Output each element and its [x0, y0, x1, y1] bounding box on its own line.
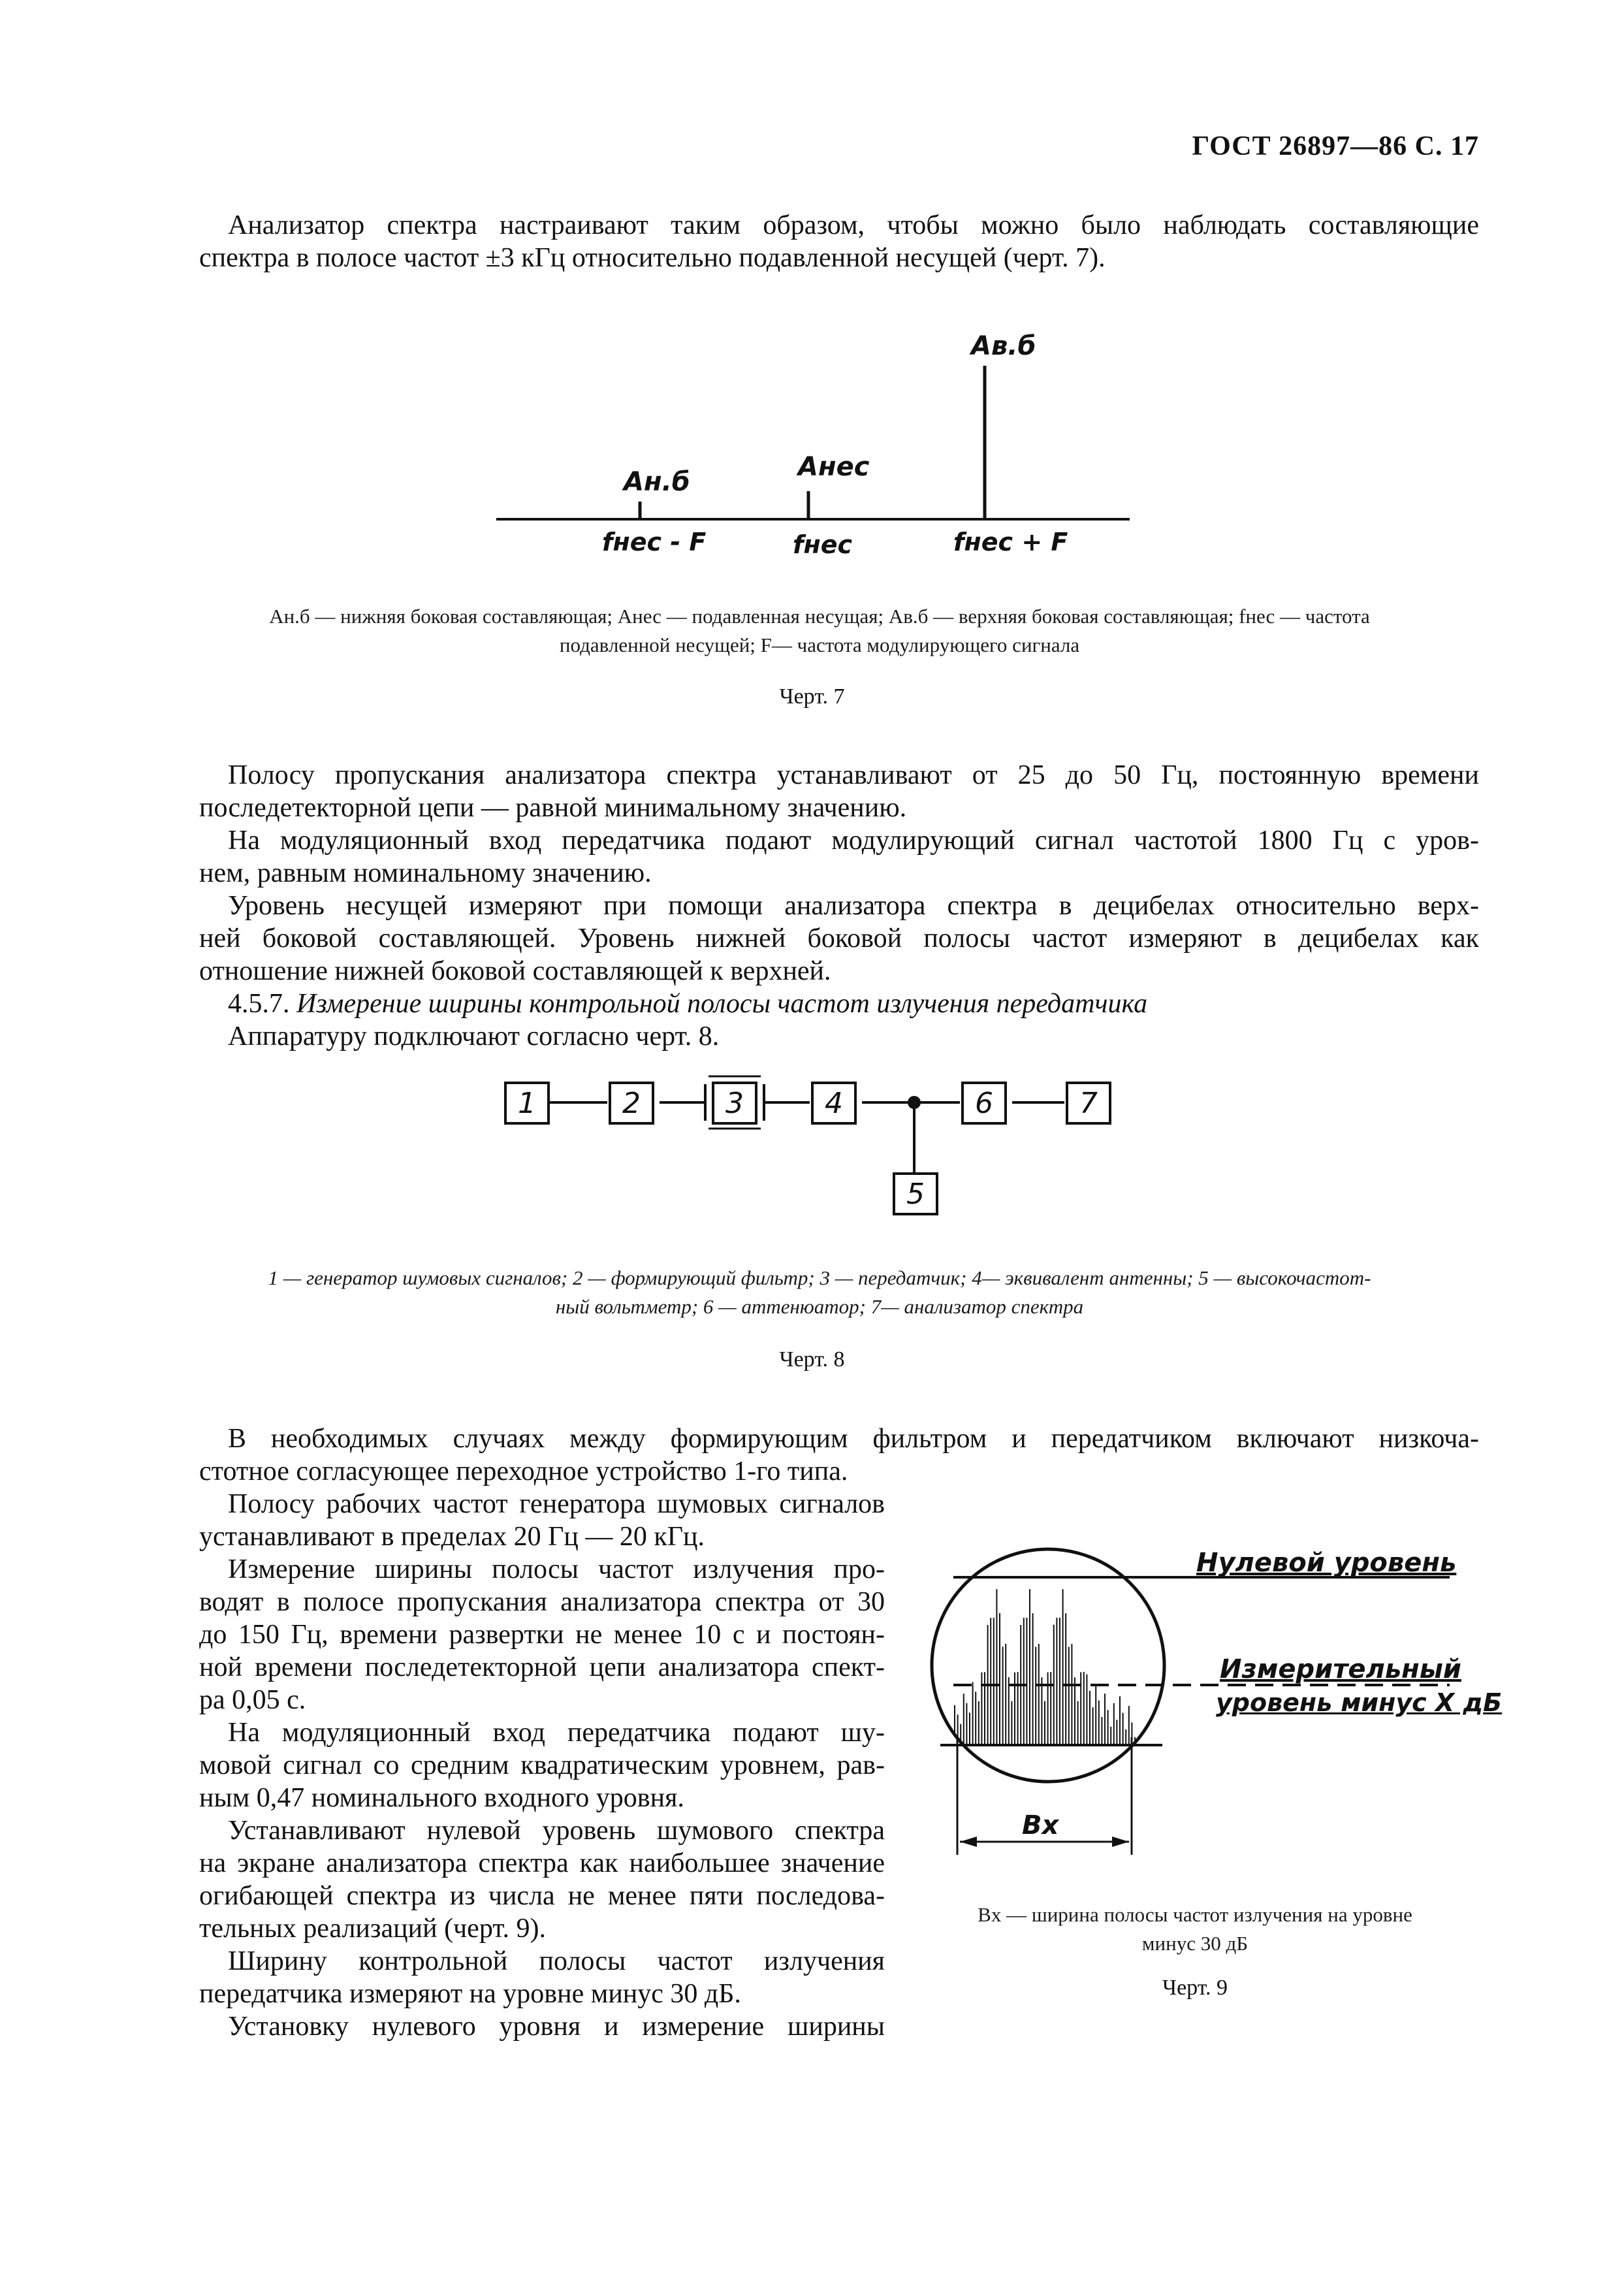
fig7-caption-line-2: подавленной несущей; F— частота модулирующего сигнала [559, 634, 1080, 656]
left-line-3: Измерение ширины полосы частот излучения про- [228, 1554, 885, 1584]
intro-line-2: спектра в полосе частот ±3 кГц относительно подавленной несущей (черт. 7). [199, 243, 1106, 273]
fig9-caption-line-2: минус 30 дБ [1141, 1932, 1249, 1955]
bx-label: Bx [1022, 1810, 1059, 1840]
left-line-6: ной времени последетекторной цепи анализатора спект- [199, 1652, 885, 1682]
label-f-plus: fнес + F [953, 528, 1068, 556]
left-line-13: огибающей спектра из числа не менее пяти последова- [199, 1881, 885, 1911]
intro-paragraph [199, 209, 1479, 274]
body-paragraphs-2 [199, 1422, 1479, 1488]
left-line-15: Ширину контрольной полосы частот излучения [228, 1946, 885, 1976]
fig8-caption-line-1: 1 — генератор шумовых сигналов; 2 — формирующий фильтр; 3 — передатчик; 4— эквивалент антенны; 5 — высокочастот- [268, 1266, 1371, 1289]
block-3-transmitter: 3 [712, 1082, 757, 1125]
noise-spectrum-bars [955, 1589, 1162, 1745]
measuring-level-label-1: Измерительный [1220, 1654, 1461, 1684]
body1-line-7: отношение нижней боковой составляющей к верхней. [199, 956, 831, 986]
block-6-attenuator: 6 [961, 1082, 1007, 1125]
fig9-title: Черт. 9 [1162, 1976, 1228, 2000]
block-7-spectrum-analyzer: 7 [1066, 1082, 1111, 1125]
label-a-upper: Aв.б [971, 331, 1036, 361]
left-line-4: водят в полосе пропускания анализатора спектра от 30 [199, 1587, 885, 1617]
body1-line-2: последетекторной цепи — равной минимальному значению. [199, 793, 907, 823]
left-line-11: Устанавливают нулевой уровень шумового спектра [228, 1816, 885, 1846]
fig7-title: Черт. 7 [779, 684, 845, 709]
block-1-noise-generator: 1 [504, 1082, 550, 1125]
body1-line-1: Полосу пропускания анализатора спектра устанавливают от 25 до 50 Гц, постоянную времени [228, 760, 1479, 790]
analyzer-screen-circle [932, 1549, 1164, 1782]
left-line-16: передатчика измеряют на уровне минус 30 дБ. [199, 1979, 741, 2009]
body1-line-6: ней боковой составляющей. Уровень нижней боковой полосы частот измеряют в децибелах как [199, 923, 1479, 954]
body-paragraphs-1 [199, 759, 1479, 1053]
left-line-7: ра 0,05 с. [199, 1685, 306, 1715]
section-number: 4.5.7. [228, 989, 290, 1019]
block-2-shaping-filter: 2 [609, 1082, 654, 1125]
left-line-9: мовой сигнал со средним квадратическим уровнем, рав- [199, 1750, 885, 1780]
measuring-level-label-2: уровень минус X дБ [1216, 1688, 1503, 1717]
zero-level-label: Нулевой уровень [1196, 1548, 1457, 1578]
left-line-12: на экране анализатора спектра как наибольшее значение [199, 1848, 885, 1878]
fig8-caption [157, 1264, 1482, 1321]
fig9-caption-line-1: Bx — ширина полосы частот излучения на уровне [978, 1903, 1412, 1926]
body1-line-4: нем, равным номинальному значению. [199, 858, 652, 888]
intro-line-1: Анализатор спектра настраивают таким образом, чтобы можно было наблюдать составляющие [228, 210, 1479, 240]
junction-dot [908, 1096, 921, 1109]
block-4-antenna-equivalent: 4 [811, 1082, 857, 1125]
fig8-title: Черт. 8 [779, 1347, 845, 1372]
fig7-caption [157, 602, 1482, 660]
label-a-carrier: Aнес [798, 452, 870, 482]
left-line-2: устанавливают в пределах 20 Гц — 20 кГц. [199, 1522, 705, 1552]
fig9-caption [908, 1901, 1482, 1958]
left-line-5: до 150 Гц, времени развертки не менее 10 с и постоян- [199, 1620, 885, 1650]
left-column-text [199, 1488, 885, 2043]
left-line-8: На модуляционный вход передатчика подают шу- [228, 1718, 885, 1748]
body1-line-3: На модуляционный вход передатчика подают модулирующий сигнал частотой 1800 Гц с уров- [228, 826, 1479, 856]
label-f-carrier: fнес [793, 530, 853, 559]
block-5-voltmeter: 5 [893, 1172, 938, 1215]
left-line-14: тельных реализаций (черт. 9). [199, 1914, 546, 1944]
fig7-caption-line-1: Aн.б — нижняя боковая составляющая; Aнес — подавленная несущая; Aв.б — верхняя боковая составляющая; fнес — частота [269, 605, 1370, 628]
apparatus-line: Аппаратуру подключают согласно черт. 8. [228, 1021, 720, 1051]
label-f-minus: fнес - F [602, 528, 707, 556]
section-title: Измерение ширины контрольной полосы частот излучения передатчика [296, 989, 1148, 1019]
left-line-10: ным 0,47 номинального входного уровня. [199, 1783, 684, 1813]
left-line-1: Полосу рабочих частот генератора шумовых сигналов [228, 1489, 885, 1519]
body1-line-5: Уровень несущей измеряют при помощи анализатора спектра в децибелах относительно верх- [228, 891, 1479, 921]
fig8-caption-line-2: ный вольтметр; 6 — аттенюатор; 7— анализатор спектра [555, 1295, 1084, 1318]
body2-line-1: В необходимых случаях между формирующим фильтром и передатчиком включают низкоча- [228, 1424, 1479, 1454]
left-line-17: Установку нулевого уровня и измерение ширины [228, 2012, 885, 2042]
label-a-lower: Aн.б [624, 467, 690, 497]
body2-line-2: стотное согласующее переходное устройство 1-го типа. [199, 1456, 848, 1486]
page-header: ГОСТ 26897—86 С. 17 [1192, 131, 1479, 161]
